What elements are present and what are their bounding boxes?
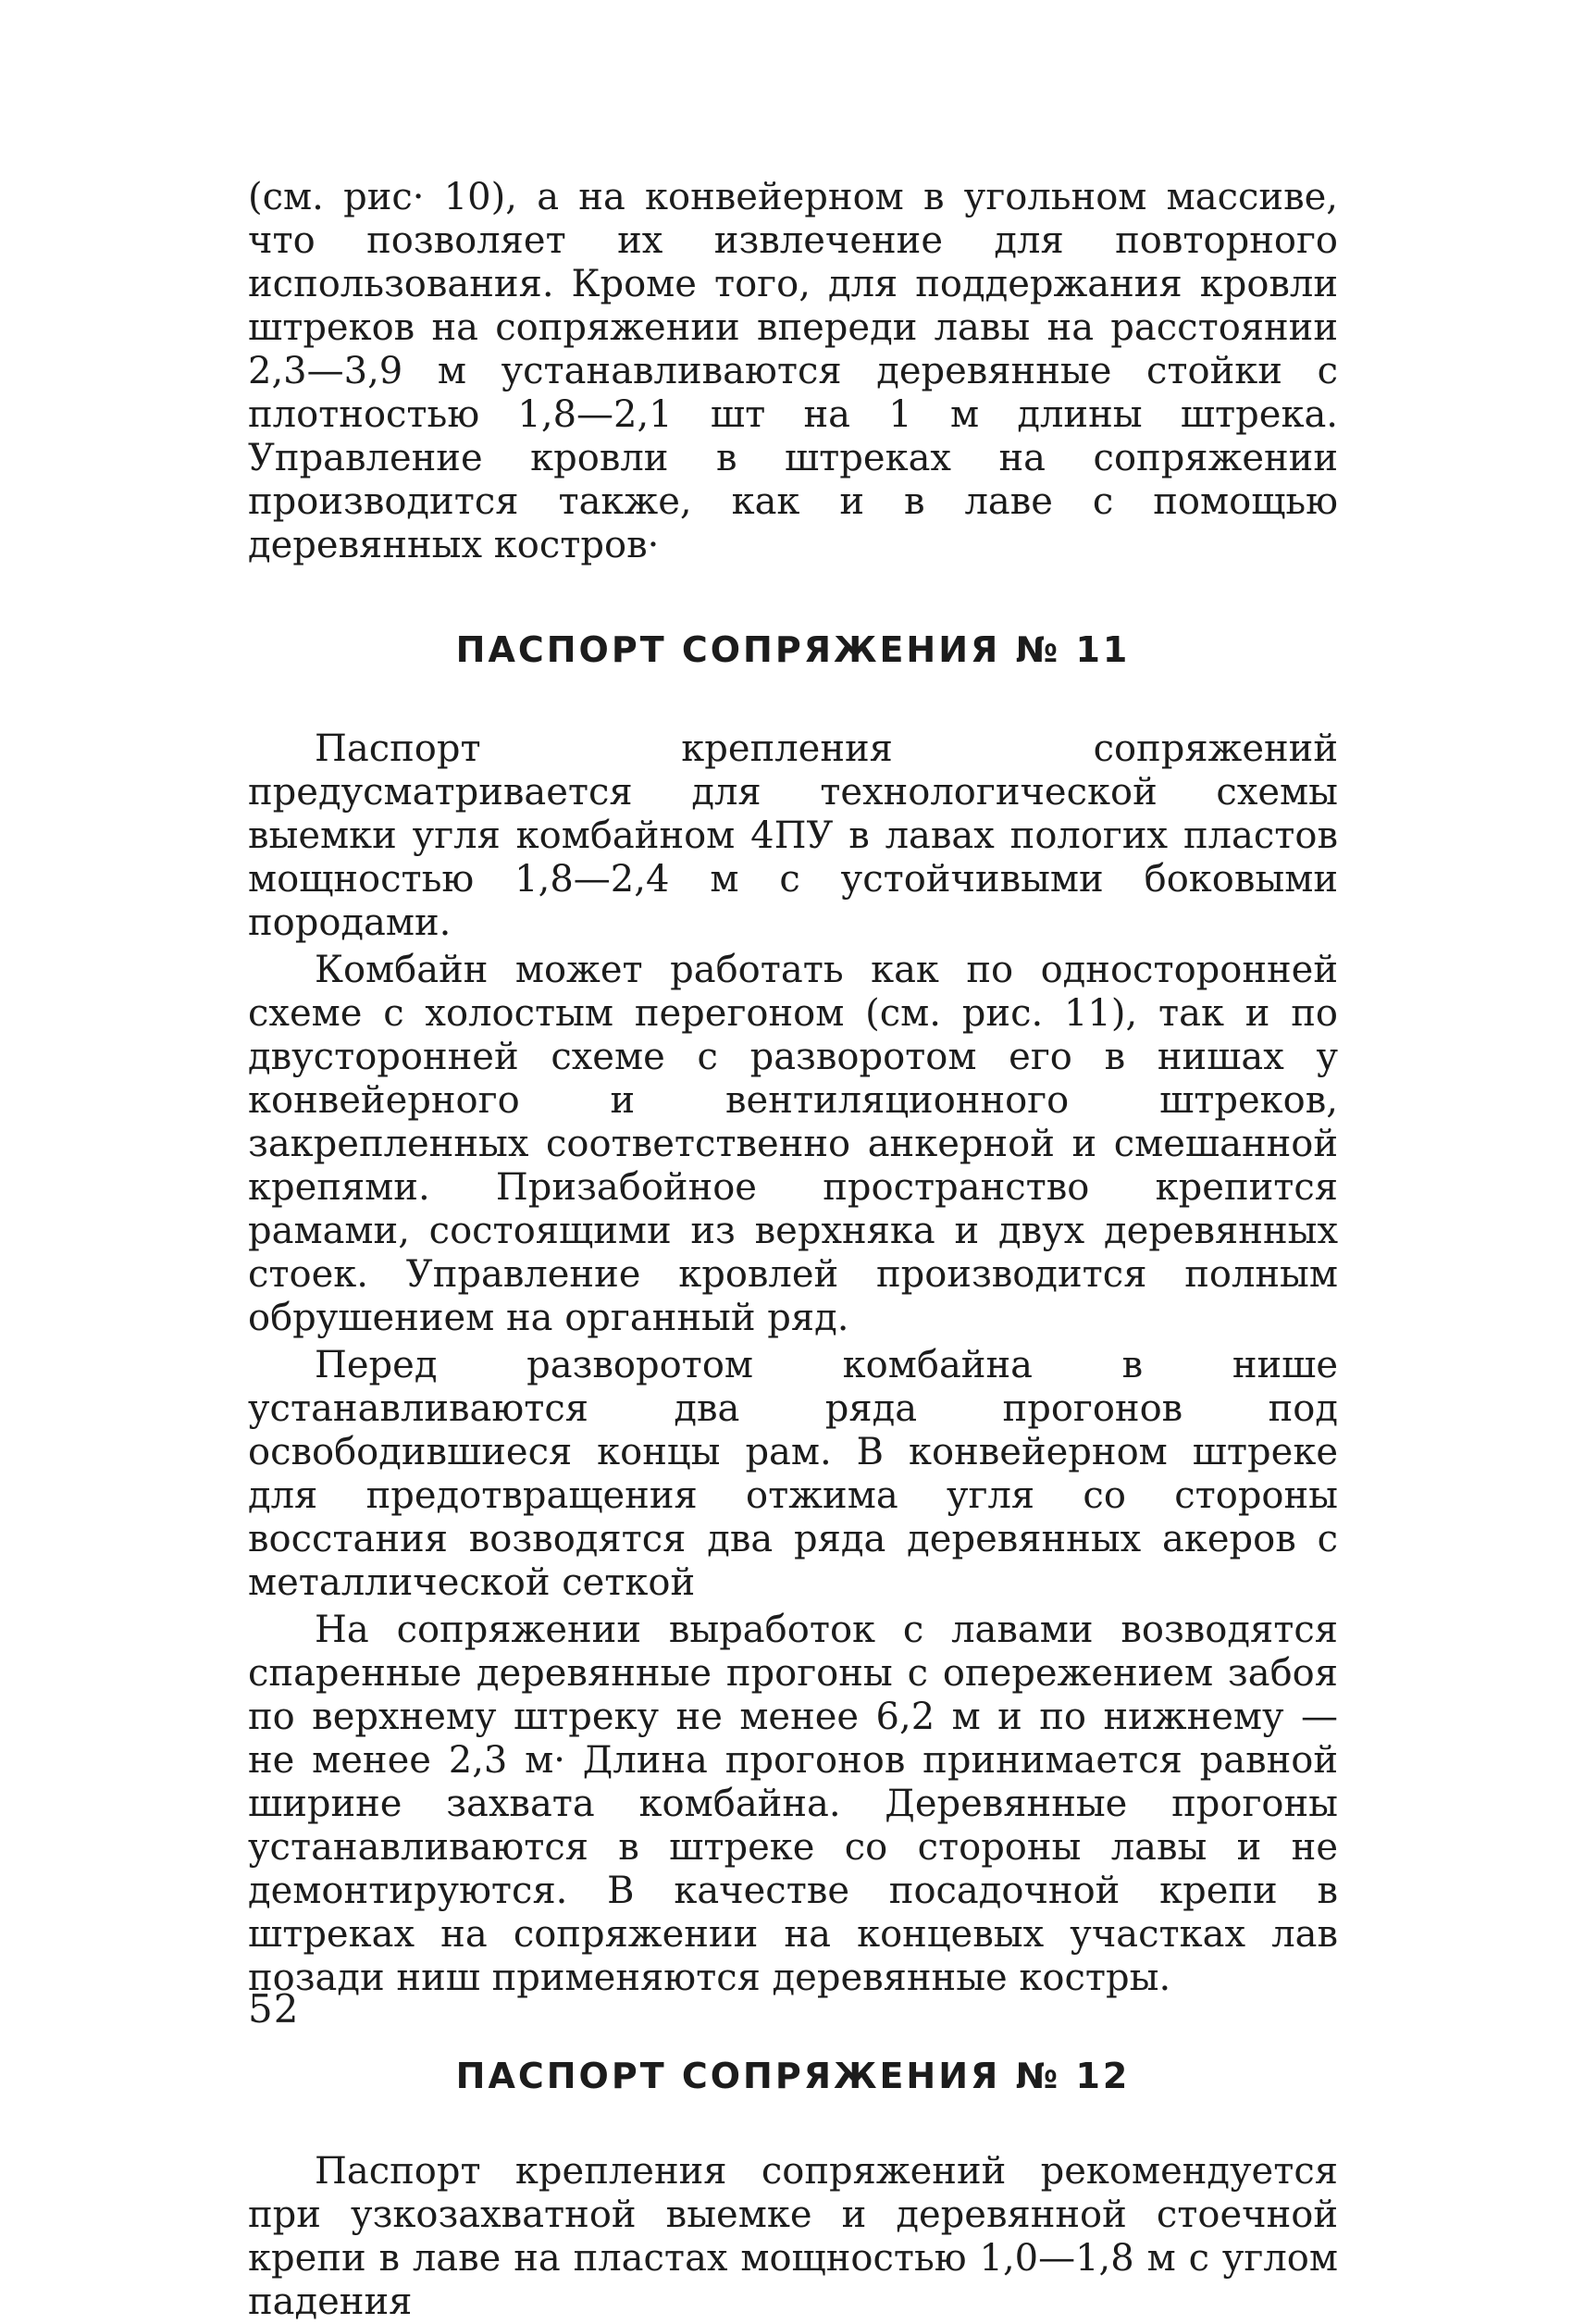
paragraph-passport-11-intro: Паспорт крепления сопряжений предусматривается для технологической схемы выемки угля комбайном 4ПУ в лавах пологих пластов мощностью 1,8—2,4 м с устойчивыми боковыми породами.	[248, 727, 1338, 944]
paragraph-continuation: (см. рис· 10), а на конвейерном в угольном массиве, что позволяет их извлечение для повторного использования. Кроме того, для поддержания кровли штреков на сопряжении впереди лавы на расстоянии 2,3—3,9 м устанавливаются деревянные стойки с плотностью 1,8—2,1 шт на 1 м длины штрека. Управление кровли в штреках на сопряжении производится также, как и в лаве с помощью деревянных костров·	[248, 176, 1338, 566]
paragraph-before-turn: Перед разворотом комбайна в нише устанавливаются два ряда прогонов под освободившиеся концы рам. В конвейерном штреке для предотвращения отжима угля со стороны восстания возводятся два ряда деревянных акеров с металлической сеткой	[248, 1344, 1338, 1604]
page-number: 52	[248, 1986, 300, 2032]
section-heading-12: ПАСПОРТ СОПРЯЖЕНИЯ № 12	[455, 2056, 1131, 2096]
section-heading-11: ПАСПОРТ СОПРЯЖЕНИЯ № 11	[455, 629, 1131, 670]
paragraph-junction-props: На сопряжении выработок с лавами возводятся спаренные деревянные прогоны с опережением забоя по верхнему штреку не менее 6,2 м и по нижнему — не менее 2,3 м· Длина прогонов принимается равной ширине захвата комбайна. Деревянные прогоны устанавливаются в штреке со стороны лавы и не демонтируются. В качестве посадочной крепи в штреках на сопряжении на концевых участках лав позади ниш применяются деревянные костры.	[248, 1609, 1338, 1999]
paragraph-passport-12-intro: Паспорт крепления сопряжений рекомендуется при узкозахватной выемке и деревянной стоечной крепи в лаве на пластах мощностью 1,0—1,8 м с углом падения	[248, 2150, 1338, 2323]
paragraph-combine-scheme: Комбайн может работать как по односторонней схеме с холостым перегоном (см. рис. 11), так и по двусторонней схеме с разворотом его в нишах у конвейерного и вентиляционного штреков, закрепленных соответственно анкерной и смешанной крепями. Призабойное пространство крепится рамами, состоящими из верхняка и двух деревянных стоек. Управление кровлей производится полным обрушением на органный ряд.	[248, 949, 1338, 1339]
page-content	[248, 176, 1338, 2324]
